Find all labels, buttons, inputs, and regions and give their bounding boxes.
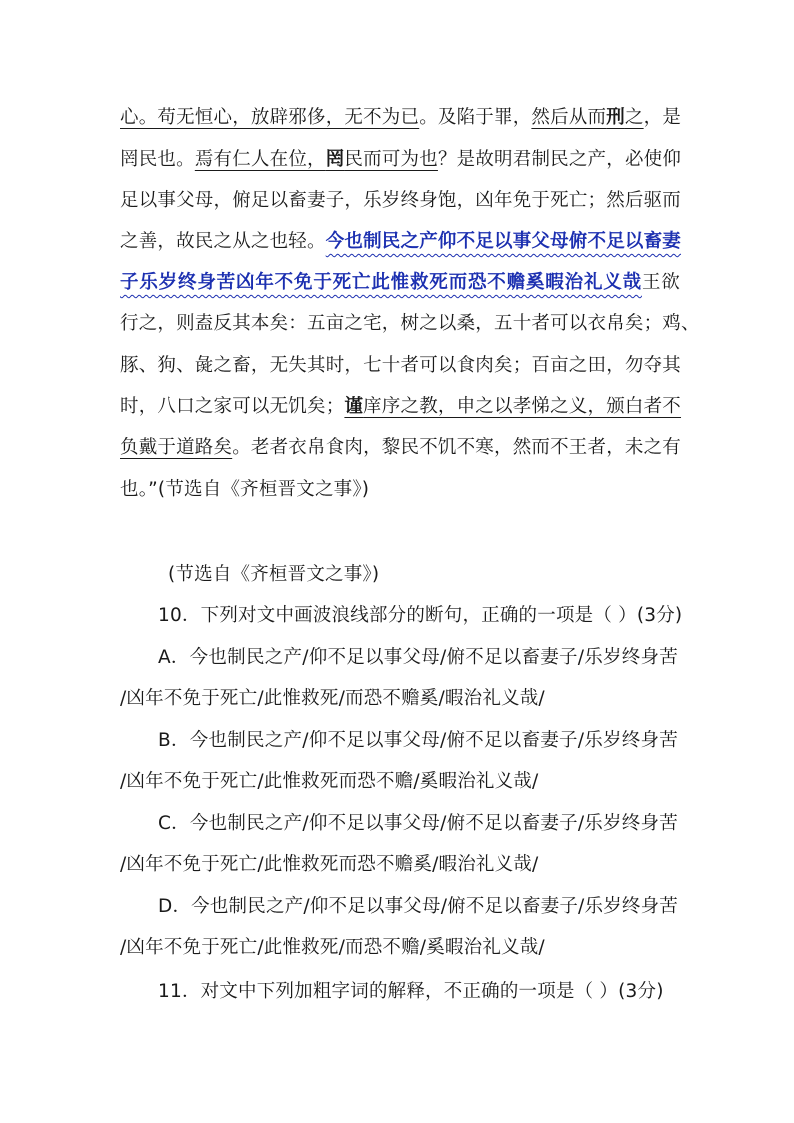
bold-word: 刑 — [606, 107, 625, 128]
passage-line-10: 也。”(节选自《齐桓晋文之事》) — [120, 479, 370, 500]
option-d-line-2: /凶年不免于死亡/此惟救死/而恐不赡/奚暇治礼义哉/ — [120, 937, 545, 958]
underlined-phrase: 心。苟无恒心，放辟邪侈，无不为已 — [120, 107, 420, 128]
underlined-phrase: 焉有仁人在位， — [194, 149, 326, 170]
question-11-stem: 11．对文中下列加粗字词的解释，不正确的一项是（ ）(3分) — [158, 981, 664, 1002]
underlined-phrase: 负戴于道路矣 — [120, 437, 233, 458]
passage-line-8: 时，八口之家可以无饥矣；谨庠序之教，申之以孝悌之义，颁白者不 — [120, 396, 682, 417]
option-a-line-1: A．今也制民之产/仰不足以事父母/俯不足以畜妻子/乐岁终身苦 — [158, 647, 678, 668]
passage-line-4: 之善，故民之从之也轻。今也制民之产仰不足以事父母俯不足以畜妻 — [120, 231, 682, 252]
passage-line-5: 子乐岁终身苦凶年不免于死亡此惟救死而恐不赡奚暇治礼义哉王欲 — [120, 272, 681, 293]
option-c-line-2: /凶年不免于死亡/此惟救死而恐不赡奚/暇治礼义哉/ — [120, 854, 539, 875]
wavy-underlined-text: 今也制民之产仰不足以事父母俯不足以畜妻 — [325, 231, 682, 252]
passage-line-7: 豚、狗、彘之畜，无失其时，七十者可以食肉矣；百亩之田，勿夺其 — [120, 355, 682, 376]
option-c-line-1: C．今也制民之产/仰不足以事父母/俯不足以畜妻子/乐岁终身苦 — [158, 813, 678, 834]
bold-word: 罔 — [325, 149, 345, 170]
question-10-stem: 10．下列对文中画波浪线部分的断句，正确的一项是（ ）(3分) — [158, 605, 683, 626]
passage-line-6: 行之，则盍反其本矣：五亩之宅，树之以桑，五十者可以衣帛矣；鸡、 — [120, 313, 700, 334]
bold-word: 谨 — [344, 396, 364, 417]
wavy-underlined-text: 子乐岁终身苦凶年不免于死亡此惟救死而恐不赡奚暇治礼义哉 — [120, 272, 642, 293]
passage-line-2: 罔民也。焉有仁人在位，罔民而可为也？是故明君制民之产，必使仰 — [120, 149, 682, 170]
passage-line-9: 负戴于道路矣。老者衣帛食肉，黎民不饥不寒，然而不王者，未之有 — [120, 437, 682, 458]
underlined-phrase: 庠序之教，申之以孝悌之义，颁白者不 — [363, 396, 682, 417]
option-d-line-1: D．今也制民之产/仰不足以事父母/俯不足以畜妻子/乐岁终身苦 — [158, 896, 678, 917]
source-note: (节选自《齐桓晋文之事》) — [168, 564, 380, 585]
option-b-line-1: B．今也制民之产/仰不足以事父母/俯不足以畜妻子/乐岁终身苦 — [158, 730, 678, 751]
option-a-line-2: /凶年不免于死亡/此惟救死/而恐不赡奚/暇治礼义哉/ — [120, 688, 545, 709]
passage-line-1: 心。苟无恒心，放辟邪侈，无不为已。及陷于罪，然后从而刑之，是 — [120, 107, 682, 128]
option-b-line-2: /凶年不免于死亡/此惟救死而恐不赡/奚暇治礼义哉/ — [120, 771, 539, 792]
passage-line-3: 足以事父母，俯足以畜妻子，乐岁终身饱，凶年免于死亡；然后驱而 — [120, 190, 682, 211]
